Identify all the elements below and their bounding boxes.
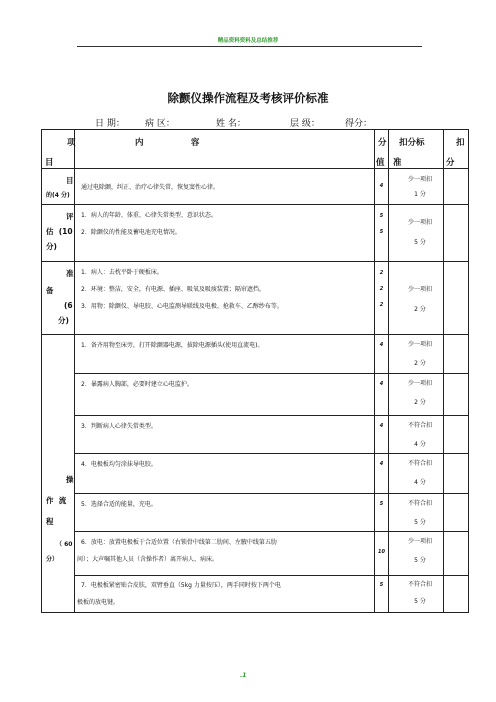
page-header-text: 精品资料资料及总结推荐 [217, 38, 279, 44]
assess-label-cell [42, 205, 75, 262]
prepare-content-1: 1．病人：去枕平卧于硬板床。 [81, 269, 163, 276]
process-step-1-standard-cell [389, 335, 444, 374]
header-project-a: 项 [67, 138, 76, 148]
process-step-1-std-b: 2 分 [414, 360, 426, 367]
purpose-content-cell [75, 169, 375, 205]
process-step-4-std-b: 4 分 [414, 479, 426, 486]
table-header-row [42, 130, 469, 169]
process-step-4-std-a: 不符合扣 [407, 460, 432, 467]
process-step-7-text-a: 7．电极板紧密贴合皮肤，双臂垂直（5kg 力量按压），两手同时按下两个电 [81, 582, 281, 589]
purpose-std-b: 1 分 [414, 191, 426, 198]
process-step-6-std-b: 5 分 [414, 557, 426, 564]
process-step-1-std-a: 少一项扣 [407, 341, 432, 348]
process-step-3-text: 3．判断病人心律失常类型。 [81, 423, 157, 430]
document-title: 除颤仪操作流程及考核评价标准 [167, 91, 329, 105]
header-project-b: 目 [45, 158, 54, 168]
header-standard-a: 扣分标 [399, 138, 425, 148]
purpose-points: 4 [379, 183, 384, 189]
level-label: 层 级： [290, 119, 320, 129]
table-row [42, 576, 469, 613]
process-step-5-std-b: 5 分 [414, 519, 426, 526]
assess-points-2: 5 [379, 229, 384, 235]
process-step-6-points-cell [375, 532, 389, 576]
prepare-points-1: 2 [379, 270, 384, 276]
table-row [42, 532, 469, 576]
purpose-points-cell [375, 169, 389, 205]
page-number: .1 [240, 672, 247, 679]
prepare-std-b: 2 分 [414, 306, 426, 313]
table-row [42, 374, 469, 416]
process-step-7-deduct [444, 576, 469, 613]
prepare-content-cell [75, 262, 375, 335]
purpose-label-a: 目 [66, 176, 74, 185]
assess-content-1: 1．病人的年龄、体重、心律失常类型、意识状态。 [81, 212, 217, 219]
process-step-2-text: 2．暴露病人胸部，必要时建立心电监护。 [81, 381, 193, 388]
process-step-2-points-cell [375, 374, 389, 416]
process-step-3-deduct [444, 416, 469, 454]
process-step-3-points-cell [375, 416, 389, 454]
process-step-6-content [75, 532, 375, 576]
assess-label-c: 分) [46, 242, 57, 251]
table-row [42, 494, 469, 532]
process-step-5-standard-cell [389, 494, 444, 532]
purpose-std-a: 少一项扣 [407, 176, 432, 183]
assess-content-2: 2．除颤仪的性能及蓄电池充电情况。 [81, 229, 181, 236]
table-row [42, 169, 469, 205]
process-step-4-standard-cell [389, 454, 444, 494]
purpose-content: 通过电除颤，纠正、治疗心律失常，恢复窦性心律。 [81, 184, 220, 191]
prepare-label-b: 备 [46, 286, 54, 295]
purpose-label-cell [42, 169, 75, 205]
assess-standard-cell [389, 205, 444, 262]
process-step-4-text: 4．电极板均匀涂抹导电胶。 [81, 461, 157, 468]
process-step-7-points: 5 [379, 582, 384, 588]
prepare-points-cell [375, 262, 389, 335]
process-label-e: 分） [46, 556, 59, 563]
header-standard-b: 准 [393, 158, 402, 168]
prepare-deduct-cell [444, 262, 469, 335]
table-row [42, 262, 469, 335]
prepare-content-3: 3．用物：除颤仪、导电胶、心电监测导联线及电极、抢救车、乙醇纱布等。 [81, 303, 283, 310]
process-step-6-text-a: 6．放电：放置电极板于合适位置（右锁骨中线第二肋间、左腋中线第五肋 [81, 539, 277, 546]
process-step-1-points: 4 [379, 342, 384, 348]
process-step-1-deduct [444, 335, 469, 374]
assess-content-cell [75, 205, 375, 262]
process-step-5-deduct [444, 494, 469, 532]
process-step-6-std-a: 少一项扣 [407, 538, 432, 545]
prepare-standard-cell [389, 262, 444, 335]
header-points [375, 130, 389, 169]
process-label-cell [42, 335, 75, 613]
process-step-3-points: 4 [379, 423, 384, 429]
process-step-3-standard-cell [389, 416, 444, 454]
process-step-3-std-b: 4 分 [414, 441, 426, 448]
header-deduct-b: 分 [446, 158, 455, 168]
header-deduct-a: 扣 [456, 138, 465, 148]
assess-points-1: 5 [379, 213, 384, 219]
header-project [42, 130, 75, 169]
process-step-4-points-cell [375, 454, 389, 494]
process-label-b: 作 流 [46, 496, 67, 505]
process-step-5-text: 5．选择合适的能量，充电。 [81, 501, 157, 508]
process-step-5-content [75, 494, 375, 532]
process-step-4-deduct [444, 454, 469, 494]
process-step-2-content [75, 374, 375, 416]
prepare-std-a: 少一项扣 [407, 286, 432, 293]
header-content [75, 130, 375, 169]
process-label-c: 程 [46, 517, 54, 526]
header-points-a: 分 [378, 138, 387, 148]
prepare-points-3: 2 [379, 302, 384, 308]
process-step-6-deduct [444, 532, 469, 576]
process-step-7-std-b: 5 分 [414, 598, 426, 605]
score-label: 得分： [345, 119, 373, 129]
process-step-6-text-b: 间）；大声嘱其他人员（含操作者）离开病人、病床。 [77, 556, 219, 563]
process-step-1-content [75, 335, 375, 374]
process-step-7-content [75, 576, 375, 613]
prepare-points-2: 2 [379, 286, 384, 292]
table-row [42, 416, 469, 454]
name-label: 姓 名： [216, 119, 246, 129]
assess-std-b: 5 分 [414, 239, 426, 246]
process-step-3-std-a: 不符合扣 [407, 422, 432, 429]
purpose-standard-cell [389, 169, 444, 205]
process-step-3-content [75, 416, 375, 454]
assess-points-cell [375, 205, 389, 262]
ward-label: 病 区： [145, 119, 175, 129]
process-step-2-deduct [444, 374, 469, 416]
header-divider [77, 46, 422, 47]
purpose-label-b: 的(4 分) [46, 192, 70, 199]
table-row [42, 454, 469, 494]
process-label-a: 操 [66, 475, 74, 484]
date-label: 日 期： [95, 119, 125, 129]
process-step-6-standard-cell [389, 532, 444, 576]
evaluation-table [41, 129, 469, 613]
header-content-label: 内 容 [135, 138, 200, 148]
process-step-7-points-cell [375, 576, 389, 613]
process-step-7-text-b: 极板的放电键。 [77, 599, 120, 606]
prepare-label-cell [42, 262, 75, 335]
process-step-6-points: 10 [378, 549, 385, 555]
process-step-1-points-cell [375, 335, 389, 374]
assess-deduct-cell [444, 205, 469, 262]
table-row [42, 205, 469, 262]
table-row [42, 335, 469, 374]
prepare-label-a: 准 [66, 269, 74, 278]
process-step-5-std-a: 不符合扣 [407, 500, 432, 507]
process-step-4-points: 4 [379, 461, 384, 467]
header-deduct [444, 130, 469, 169]
process-step-1-text: 1．备齐用物至床旁，打开除颤器电源，拔除电源插头(使用直流电)。 [81, 342, 264, 349]
assess-std-a: 少一项扣 [407, 219, 432, 226]
assess-label-a: 评 [66, 212, 74, 221]
purpose-deduct-cell [444, 169, 469, 205]
process-step-5-points: 5 [379, 501, 384, 507]
assess-label-b: 估 (10 [46, 227, 73, 236]
process-step-7-std-a: 不符合扣 [407, 581, 432, 588]
header-points-b: 值 [376, 158, 385, 168]
prepare-content-2: 2．环境：整洁，安全，有电源、插座、吸氧及吸痰装置；隔帘遮挡。 [81, 286, 265, 293]
process-step-4-content [75, 454, 375, 494]
process-step-5-points-cell [375, 494, 389, 532]
process-step-2-points: 4 [379, 381, 384, 387]
process-step-2-standard-cell [389, 374, 444, 416]
prepare-label-c: (6 [64, 301, 73, 310]
process-step-2-std-a: 少一项扣 [407, 380, 432, 387]
prepare-label-d: 分) [58, 316, 69, 325]
process-step-2-std-b: 2 分 [414, 399, 426, 406]
process-label-d: （ 60 [56, 541, 73, 548]
header-standard [389, 130, 444, 169]
process-step-7-standard-cell [389, 576, 444, 613]
